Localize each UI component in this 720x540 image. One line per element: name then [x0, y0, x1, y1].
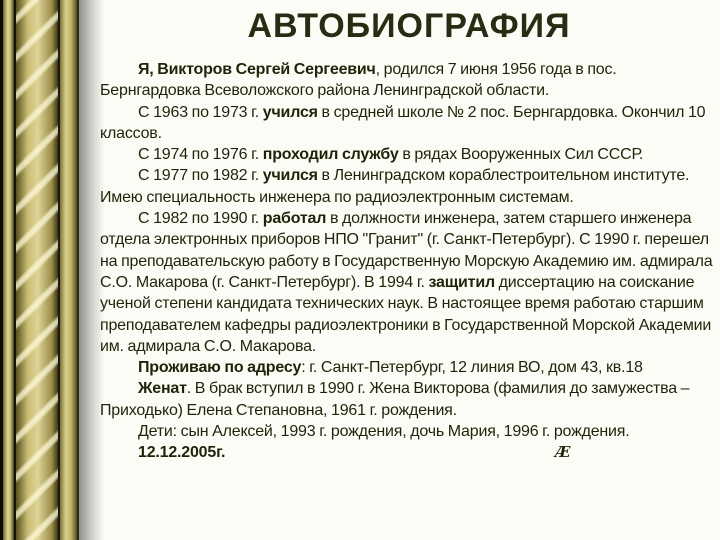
- text-run: , родился 7 июня 1956 года в пос. Бернгардовка Всеволожского района Ленинградской области.: [100, 61, 617, 100]
- paragraph: [100, 421, 718, 442]
- emphasized-text: учился: [262, 103, 318, 121]
- border-gold-band-wide: [60, 0, 77, 540]
- emphasized-text: учился: [262, 167, 318, 185]
- text-run: в Ленинградском кораблестроительном институте. Имею специальность инженера по радиоэлектронным системам.: [100, 167, 690, 206]
- text-run: С 1982 по 1990 г.: [138, 210, 263, 228]
- paragraph: [100, 357, 718, 378]
- paragraph: [100, 165, 718, 208]
- text-run: С 1977 по 1982 г.: [138, 167, 263, 185]
- paragraph: [100, 59, 718, 102]
- page-title: АВТОБИОГРАФИЯ: [247, 7, 571, 45]
- emphasized-text: Женат: [138, 380, 187, 398]
- text-run: С 1963 по 1973 г.: [138, 103, 263, 121]
- emphasized-text: проходил службу: [262, 146, 399, 164]
- autobiography-text: [100, 59, 718, 442]
- decorative-gold-border: [0, 0, 104, 540]
- slide-content: [100, 0, 718, 464]
- text-run: С 1974 по 1976 г.: [138, 146, 263, 164]
- document-date: 12.12.2005г.: [138, 444, 226, 462]
- emphasized-text: работал: [262, 210, 327, 228]
- border-rope-column: [16, 0, 58, 540]
- text-run: : г. Санкт-Петербург, 12 линия ВО, дом 43, кв.18: [301, 359, 643, 377]
- text-run: . В брак вступил в 1990 г. Жена Викторова (фамилия до замужества – Приходько) Елена Степановна, 1961 г. рождения.: [100, 380, 690, 419]
- text-run: в рядах Вооруженных Сил СССР.: [398, 146, 644, 164]
- paragraph: [100, 102, 718, 145]
- emphasized-text: Проживаю по адресу: [138, 359, 302, 377]
- emphasized-text: защитил: [428, 273, 495, 291]
- text-run: в должности инженера, затем старшего инженера отдела электронных приборов НПО "Гранит" (г. Санкт-Петербург). С 1990 г. перешел на преподавательскую работу в Государственную Морскую Академию им. адмирала С.О. Макарова (г. Санкт-Петербург). В 1994 г.: [100, 210, 713, 291]
- border-gold-band-thin: [3, 0, 14, 540]
- paragraph: [100, 144, 718, 165]
- paragraph: [100, 378, 718, 421]
- text-run: Дети: сын Алексей, 1993 г. рождения, дочь Мария, 1996 г. рождения.: [138, 423, 630, 441]
- date-row: [100, 442, 718, 463]
- text-run: диссертацию на соискание ученой степени кандидата технических наук. В настоящее время работаю старшим преподавателем кафедры радиоэлектроники в Государственной Морской Академии им. адмирала С.О. Макарова.: [100, 273, 712, 355]
- paragraph: [100, 208, 718, 357]
- text-run: в средней школе № 2 пос. Бернгардовка. Окончил 10 классов.: [100, 103, 706, 142]
- signature-mark: Æ: [555, 443, 571, 462]
- emphasized-text: Я, Викторов Сергей Сергеевич: [138, 61, 376, 78]
